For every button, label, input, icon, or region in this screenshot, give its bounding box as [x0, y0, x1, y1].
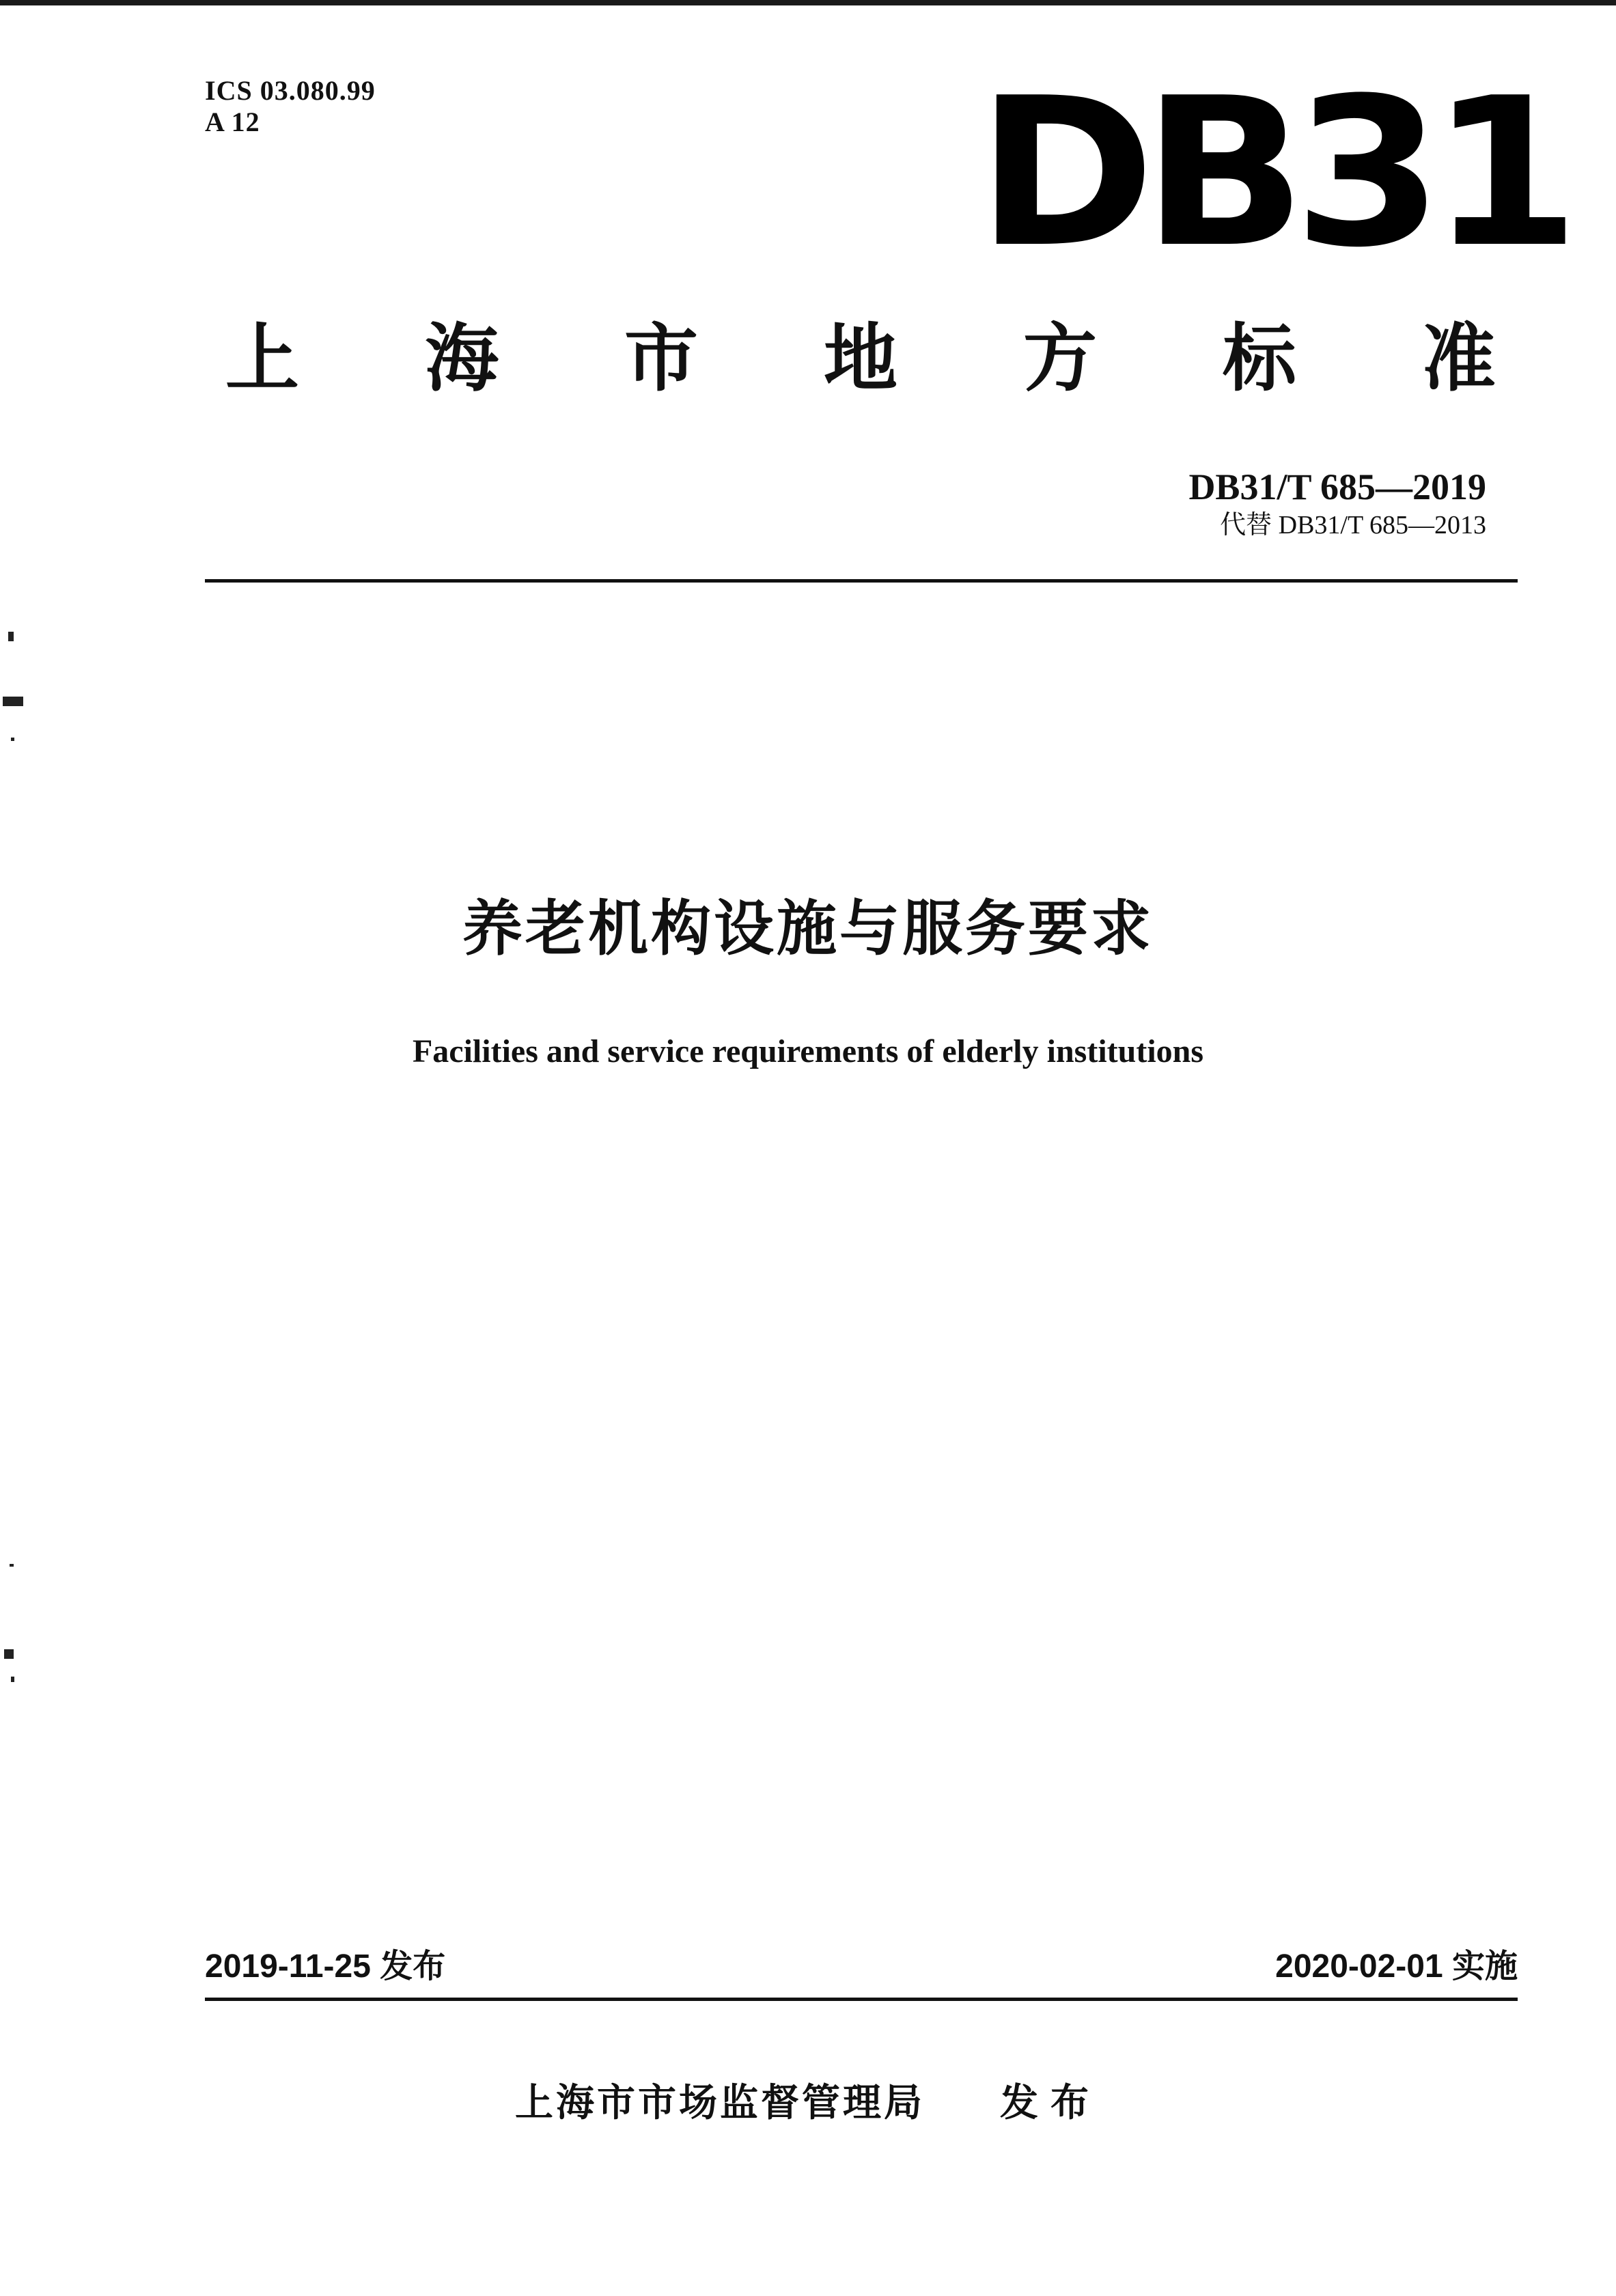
standard-code: DB31/T 685—2019 — [1188, 466, 1486, 507]
scan-speck — [4, 1649, 14, 1659]
footer-divider — [205, 1998, 1518, 2001]
header-divider — [205, 579, 1518, 583]
standard-type-char: 标 — [1222, 316, 1296, 402]
document-title-cn: 养老机构设施与服务要求 — [462, 893, 1154, 964]
standard-type-char: 海 — [424, 316, 499, 402]
scan-speck — [8, 632, 14, 641]
scan-speck — [10, 1564, 14, 1567]
ccs-code: A 12 — [205, 107, 260, 137]
ics-code: ICS 03.080.99 — [205, 75, 376, 106]
issue-date: 2019-11-25 发布 — [205, 1948, 446, 1985]
standard-type-char: 市 — [624, 316, 698, 402]
standard-type-char: 地 — [823, 316, 897, 402]
scan-top-edge — [0, 0, 1616, 5]
publisher-action: 发布 — [1000, 2081, 1101, 2125]
scan-speck — [11, 1677, 14, 1682]
publisher-line — [0, 2080, 1616, 2127]
implementation-date: 2020-02-01 实施 — [1275, 1948, 1518, 1985]
db31-logo: DB31 — [977, 54, 1568, 292]
standard-code-block — [1188, 464, 1486, 541]
scan-speck — [3, 697, 23, 706]
standard-type-char: 方 — [1022, 316, 1097, 402]
standard-type-char: 上 — [225, 316, 300, 402]
scan-speck — [11, 738, 14, 741]
standard-type-heading — [225, 318, 1496, 400]
publisher-name: 上海市市场监督管理局 — [515, 2081, 925, 2125]
classification-block — [205, 75, 376, 138]
standard-type-char: 准 — [1421, 316, 1496, 402]
replaces-code: 代替 DB31/T 685—2013 — [1220, 511, 1486, 540]
document-title-en: Facilities and service requirements of elderly institutions — [412, 1033, 1204, 1069]
